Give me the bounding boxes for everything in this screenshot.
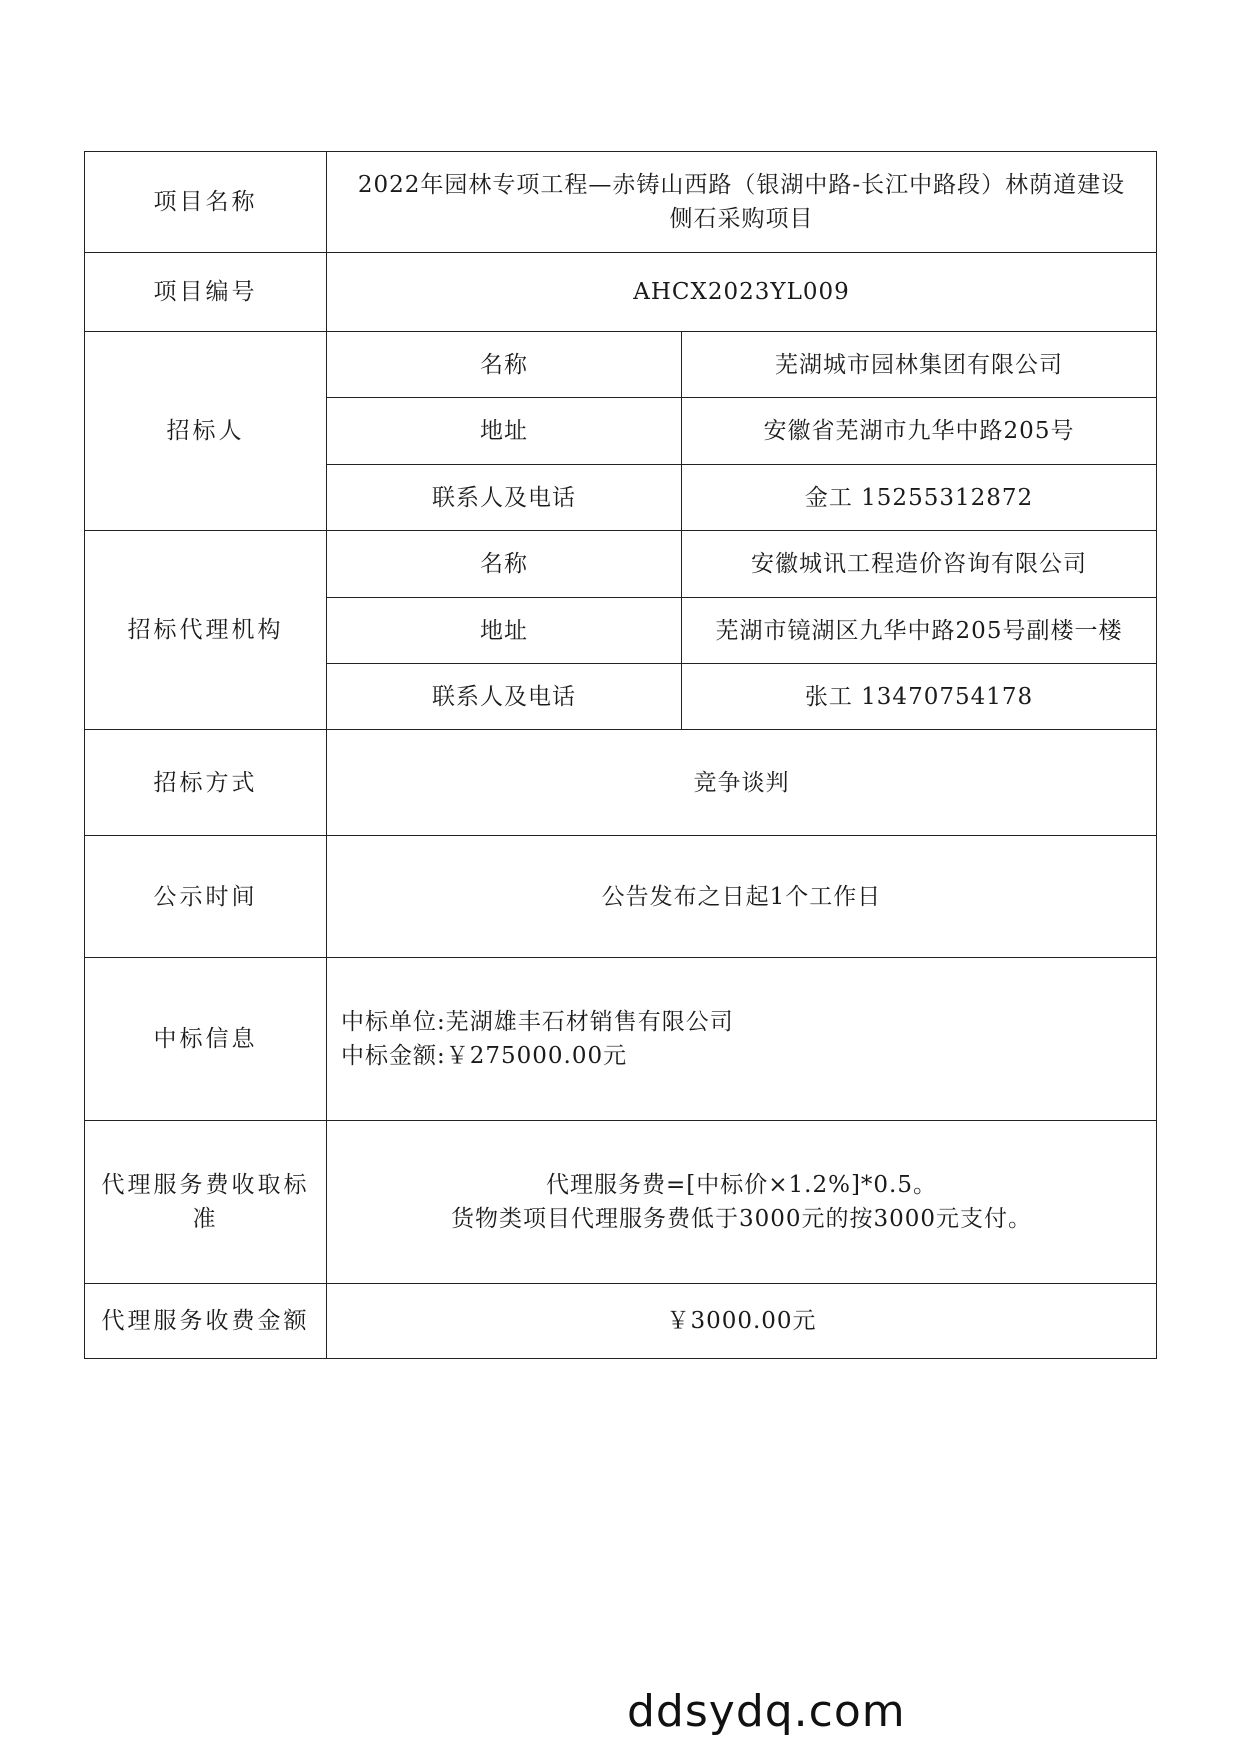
fee-standard-line-2: 货物类项目代理服务费低于3000元的按3000元支付。 <box>450 1206 1033 1232</box>
tenderer-name-label: 名称 <box>327 332 682 398</box>
row-agency-name <box>85 531 1157 598</box>
tenderer-address-label: 地址 <box>327 398 682 465</box>
project-number-label: 项目编号 <box>85 253 327 332</box>
agency-contact-label: 联系人及电话 <box>327 664 682 730</box>
row-fee-standard <box>85 1121 1157 1284</box>
row-winning-info <box>85 958 1157 1121</box>
tenderer-contact-value: 金工 15255312872 <box>682 465 1157 531</box>
winning-amount: 中标金额:￥275000.00元 <box>341 1043 628 1069</box>
winning-unit: 中标单位:芜湖雄丰石材销售有限公司 <box>341 1009 734 1035</box>
fee-standard-label-line-2: 准 <box>192 1206 219 1232</box>
row-method <box>85 730 1157 836</box>
fee-standard-value <box>327 1121 1157 1284</box>
publicity-time-value: 公告发布之日起1个工作日 <box>327 836 1157 958</box>
fee-amount-value: ￥3000.00元 <box>327 1284 1157 1359</box>
fee-amount-label: 代理服务收费金额 <box>85 1284 327 1359</box>
agency-address-value: 芜湖市镜湖区九华中路205号副楼一楼 <box>682 598 1157 664</box>
row-project-name <box>85 152 1157 253</box>
method-value: 竞争谈判 <box>327 730 1157 836</box>
site-watermark: ddsydq.com <box>627 1686 906 1737</box>
agency-name-label: 名称 <box>327 531 682 598</box>
fee-standard-line-1: 代理服务费=[中标价×1.2%]*0.5。 <box>546 1172 937 1198</box>
project-name-line-2: 侧石采购项目 <box>669 206 814 232</box>
fee-standard-label <box>85 1121 327 1284</box>
tenderer-address-value: 安徽省芜湖市九华中路205号 <box>682 398 1157 465</box>
agency-address-label: 地址 <box>327 598 682 664</box>
project-name-label: 项目名称 <box>85 152 327 253</box>
tenderer-label: 招标人 <box>85 332 327 531</box>
row-tenderer-name <box>85 332 1157 398</box>
row-publicity-time <box>85 836 1157 958</box>
row-project-number <box>85 253 1157 332</box>
project-number-value: AHCX2023YL009 <box>327 253 1157 332</box>
winning-info-label: 中标信息 <box>85 958 327 1121</box>
publicity-time-label: 公示时间 <box>85 836 327 958</box>
bid-result-table <box>84 151 1157 1359</box>
project-name-value <box>327 152 1157 253</box>
agency-label: 招标代理机构 <box>85 531 327 730</box>
tenderer-contact-label: 联系人及电话 <box>327 465 682 531</box>
project-name-line-1: 2022年园林专项工程—赤铸山西路（银湖中路-长江中路段）林荫道建设 <box>357 172 1126 198</box>
agency-contact-value: 张工 13470754178 <box>682 664 1157 730</box>
method-label: 招标方式 <box>85 730 327 836</box>
row-fee-amount <box>85 1284 1157 1359</box>
agency-name-value: 安徽城讯工程造价咨询有限公司 <box>682 531 1157 598</box>
fee-standard-label-line-1: 代理服务费收取标 <box>101 1172 310 1198</box>
tenderer-name-value: 芜湖城市园林集团有限公司 <box>682 332 1157 398</box>
winning-info-value <box>327 958 1157 1121</box>
